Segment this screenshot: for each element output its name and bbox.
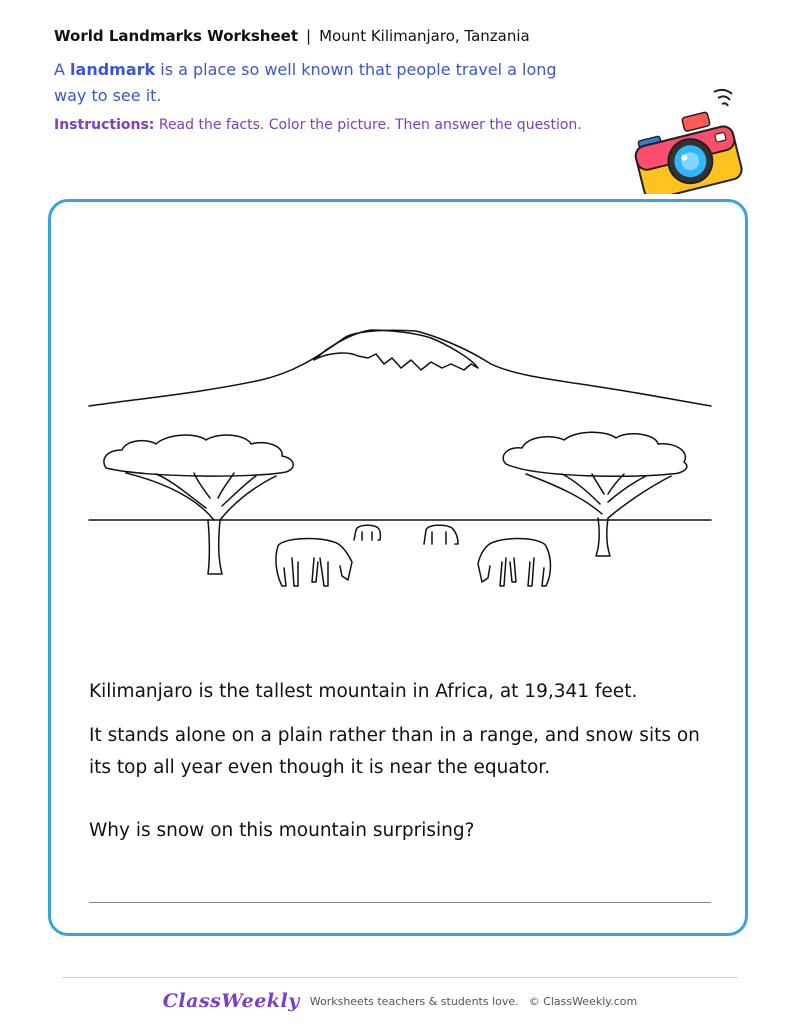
definition-term: landmark bbox=[70, 60, 156, 79]
zebra-foreground-right bbox=[478, 539, 551, 586]
instructions-label: Instructions: bbox=[54, 117, 155, 133]
worksheet-title: World Landmarks Worksheet bbox=[54, 27, 298, 45]
definition-rest: is a place so well known that people travel a long way to see it. bbox=[54, 60, 557, 105]
landmark-definition bbox=[54, 57, 584, 109]
answer-line[interactable] bbox=[89, 902, 711, 903]
worksheet-header bbox=[54, 27, 530, 45]
worksheet-subtitle: Mount Kilimanjaro, Tanzania bbox=[319, 27, 530, 45]
instructions bbox=[54, 117, 582, 133]
mountain-outline bbox=[89, 330, 711, 406]
instructions-text: Read the facts. Color the picture. Then answer the question. bbox=[154, 117, 582, 133]
fact-paragraph: It stands alone on a plain rather than in a range, and snow sits on its top all year even though it is near the equator. bbox=[89, 725, 700, 778]
acacia-tree-right bbox=[503, 432, 687, 556]
footer bbox=[0, 990, 800, 1012]
footer-copyright: © ClassWeekly.com bbox=[528, 994, 638, 1008]
footer-divider bbox=[62, 977, 738, 978]
fact-paragraph: Kilimanjaro is the tallest mountain in Africa, at 19,341 feet. bbox=[89, 681, 638, 702]
zebra-foreground-left bbox=[276, 539, 352, 586]
acacia-tree-left bbox=[104, 435, 293, 574]
definition-prefix: A bbox=[54, 60, 71, 79]
zebra-distant-left bbox=[354, 525, 380, 540]
footer-tagline: Worksheets teachers & students love. bbox=[309, 994, 519, 1008]
classweekly-logo: ClassWeekly bbox=[162, 990, 300, 1012]
snow-cap bbox=[314, 330, 478, 370]
question-prompt: Why is snow on this mountain surprising? bbox=[89, 820, 475, 841]
header-separator: | bbox=[306, 27, 312, 45]
zebra-distant-right bbox=[424, 525, 458, 544]
kilimanjaro-scene-illustration bbox=[86, 318, 716, 603]
camera-icon bbox=[628, 82, 746, 194]
